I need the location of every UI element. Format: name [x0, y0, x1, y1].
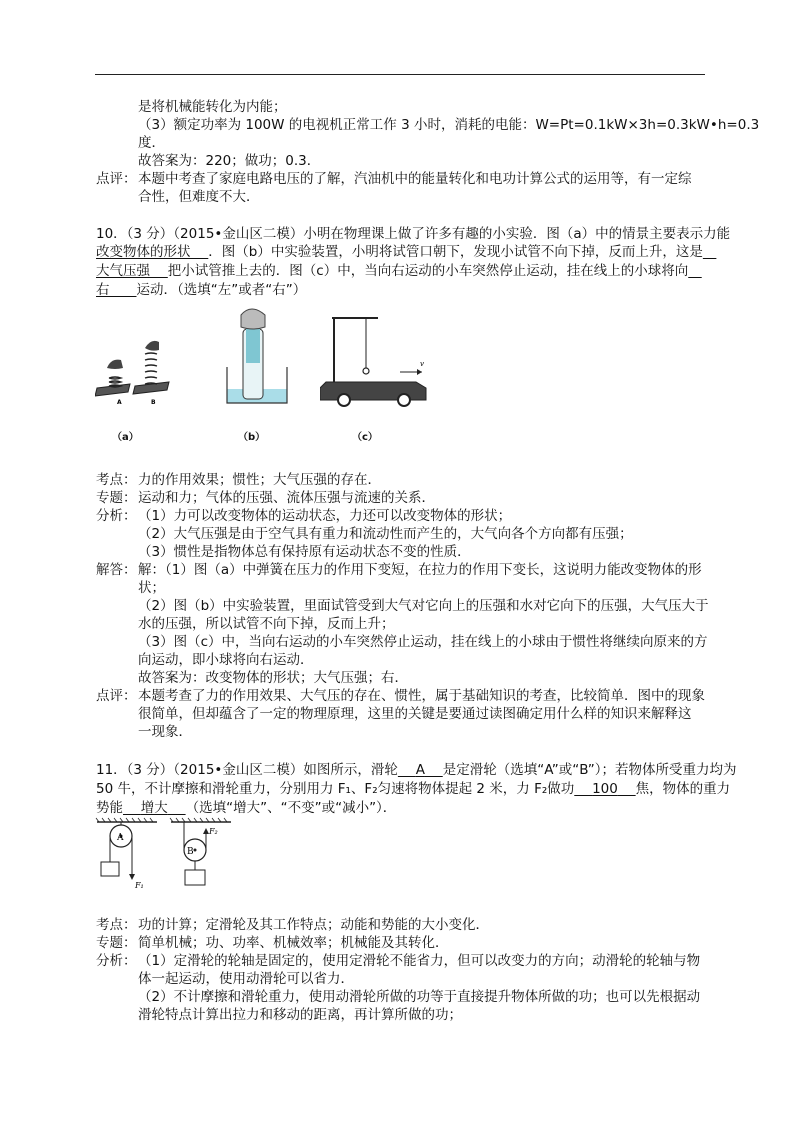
caption-c: （c） [352, 432, 378, 443]
q10-jd-6: 向运动，即小球将向右运动． [138, 652, 314, 668]
cont-comment-1: 本题中考查了家庭电路电压的了解，汽油机中的能量转化和电功计算公式的运用等，有一定综 [138, 171, 692, 187]
cont-answer: 故答案为：220；做功；0.3． [138, 153, 321, 169]
caption-a: （a） [112, 432, 139, 443]
q11-answer-3: 增大 [140, 800, 168, 816]
cont-line-3: 度． [138, 135, 165, 151]
q10-jd-3: （2）图（b）中实验装置，里面试管受到大气对它向上的压强和水对它向下的压强，大气压大于 [138, 598, 709, 614]
pulley-a-label: A [117, 833, 124, 843]
q11-line-1: 11．（3 分）（2015•金山区二模）如图所示，滑轮 A 是定滑轮（选填“A”或“B”）；若物体所受重力均为 [96, 762, 737, 778]
q10-answer-1: 改变物体的形状 [96, 244, 191, 260]
q10-jd-1: 解：（1）图（a）中弹簧在压力的作用下变短，在拉力的作用下变长，这说明力能改变物体的形 [138, 562, 702, 578]
figure-c-cart [320, 312, 430, 410]
q11-kd-label: 考点： [96, 917, 137, 933]
q10-jd-4: 水的压强，所以试管不向下掉，反而上升； [138, 616, 395, 632]
cont-comment-2: 合性，但难度不大． [138, 189, 260, 205]
header-rule [95, 74, 705, 75]
q11-fx-4: 滑轮特点计算出拉力和移动的距离，再计算所做的功； [138, 1007, 462, 1023]
q11-fx-2: 体一起运动，使用动滑轮可以省力． [138, 971, 354, 987]
q11-line-3: 势能 增大 （选填“增大”、“不变”或“减小”）． [96, 800, 397, 816]
q11-answer-1: A [415, 762, 425, 778]
q10-line-1: 10．（3 分）（2015•金山区二模）小明在物理课上做了许多有趣的小实验．图（a）中的情景主要表示力能 [96, 226, 731, 242]
q10-zt: 运动和力；气体的压强、流体压强与流速的关系． [138, 490, 435, 506]
q10-answer-3: 右 [96, 282, 110, 298]
q11-answer-2: 100 [592, 781, 618, 797]
q10-jd-5: （3）图（c）中，当向右运动的小车突然停止运动，挂在线上的小球由于惯性将继续向原来的方 [138, 634, 708, 650]
q10-fx-2: （2）大气压强是由于空气具有重力和流动性而产生的，大气向各个方向都有压强； [138, 526, 633, 542]
figure-a-springs [95, 330, 170, 410]
q10-line-3: 大气压强 把小试管推上去的．图（c）中，当向右运动的小车突然停止运动，挂在线上的小球将向 [96, 263, 689, 279]
q10-jd-label: 解答： [96, 562, 137, 578]
q10-fx-label: 分析： [96, 508, 137, 524]
q10-fx-1: （1）力可以改变物体的运动状态，力还可以改变物体的形状； [138, 508, 512, 524]
q10-line-4: 右 运动．（选填“左”或者“右”） [96, 282, 307, 298]
q11-fx-3: （2）不计摩擦和滑轮重力，使用动滑轮所做的功等于直接提升物体所做的功；也可以先根据动 [138, 989, 701, 1005]
cont-line-1: 是将机械能转化为内能； [138, 99, 287, 115]
q10-answer-2: 大气压强 [96, 263, 150, 279]
fig-a-label-a: A [117, 399, 122, 406]
q11-fx-label: 分析： [96, 953, 137, 969]
q11-zt: 简单机械；功、功率、机械效率；机械能及其转化． [138, 935, 449, 951]
q10-dp-label: 点评： [96, 688, 137, 704]
q10-fx-3: （3）惯性是指物体总有保持原有运动状态不变的性质． [138, 544, 471, 560]
force-f2-label: F₂ [209, 827, 218, 836]
q11-zt-label: 专题： [96, 935, 137, 951]
q10-line-2: 改变物体的形状 ．图（b）中实验装置，小明将试管口朝下，发现小试管不向下掉，反而上升，这是 [96, 244, 703, 260]
q10-jd-7: 故答案为：改变物体的形状；大气压强；右． [138, 670, 408, 686]
fig-a-label-b: B [151, 399, 156, 406]
fig-c-velocity-label: v [420, 360, 424, 368]
q11-line-2: 50 牛，不计摩擦和滑轮重力，分别用力 F₁、F₂匀速将物体提起 2 米，力 F₂做功 100 焦，物体的重力 [96, 781, 731, 797]
q11-kd: 功的计算；定滑轮及其工作特点；动能和势能的大小变化． [138, 917, 489, 933]
force-f1-label: F₁ [135, 881, 144, 890]
q10-dp-1: 本题考查了力的作用效果、大气压的存在、惯性，属于基础知识的考查，比较简单．图中的现象 [138, 688, 705, 704]
q10-jd-2: 状； [138, 580, 165, 596]
cont-comment-label: 点评： [96, 171, 137, 187]
pulley-b-label: B [187, 847, 194, 857]
q10-kd: 力的作用效果；惯性；大气压强的存在． [138, 472, 381, 488]
figure-pulleys [95, 816, 245, 896]
q10-dp-2: 很简单，但却蕴含了一定的物理原理，这里的关键是要通过读图确定用什么样的知识来解释这 [138, 706, 692, 722]
figure-b-test-tube [215, 305, 295, 410]
cont-line-2: （3）额定功率为 100W 的电视机正常工作 3 小时，消耗的电能：W=Pt=0.1kW×3h=0.3kW•h=0.3 [138, 117, 760, 133]
q10-zt-label: 专题： [96, 490, 137, 506]
q11-fx-1: （1）定滑轮的轮轴是固定的，使用定滑轮不能省力，但可以改变力的方向；动滑轮的轮轴与物 [138, 953, 701, 969]
q10-kd-label: 考点： [96, 472, 137, 488]
q10-dp-3: 一现象． [138, 724, 192, 740]
caption-b: （b） [238, 432, 266, 443]
